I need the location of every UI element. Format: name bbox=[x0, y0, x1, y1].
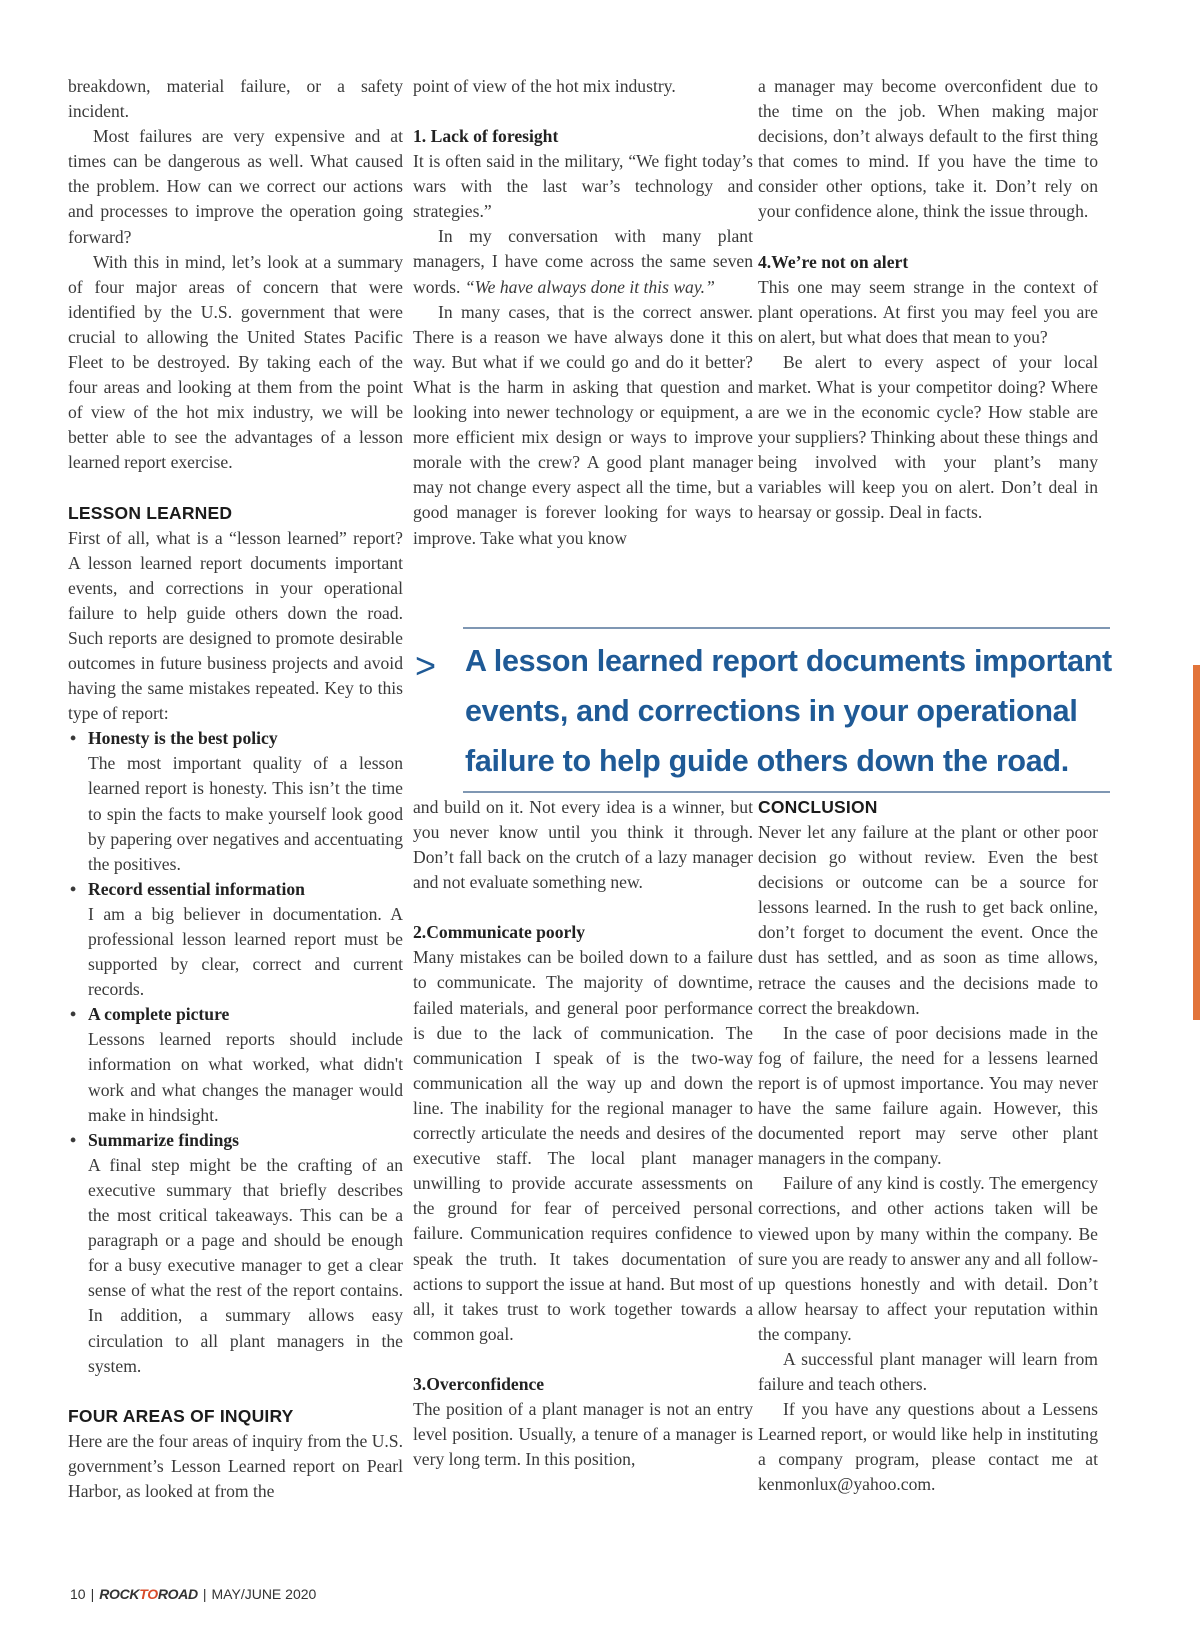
list-item bbox=[68, 726, 403, 877]
subheading-overconfidence: 3.Overconfidence bbox=[413, 1373, 545, 1394]
magazine-logo: ROCKTOROAD bbox=[99, 1586, 198, 1602]
paragraph: If you have any questions about a Lessens Learned report, or would like help in instituting a company program, please contact me at kenmonlux@yahoo.com. bbox=[758, 1399, 1098, 1495]
list-item bbox=[68, 877, 403, 1002]
column-1 bbox=[68, 74, 403, 1504]
bullet-icon: • bbox=[70, 878, 77, 899]
column-3-bottom bbox=[758, 795, 1098, 1498]
paragraph: This one may seem strange in the context of plant operations. At first you may feel you are on alert, but what does that mean to you? bbox=[758, 276, 1098, 347]
section-heading-lesson-learned: LESSON LEARNED bbox=[68, 502, 233, 523]
edge-accent-bar bbox=[1193, 665, 1200, 1020]
paragraph: breakdown, material failure, or a safety incident. bbox=[68, 76, 403, 122]
paragraph: In my conversation with many plant managers, I have come across the same seven words. “We have always done it this way.” bbox=[413, 226, 753, 297]
paragraph: With this in mind, let’s look at a summary of four major areas of concern that were identified by the U.S. government that were crucial to allowing the United States Pacific Fleet to be destroyed. By taking each of the four areas and looking at them from the point of view of the hot mix industry, we will be better able to see the advantages of a lesson learned report exercise. bbox=[68, 251, 403, 473]
paragraph: Be alert to every aspect of your local market. What is your competitor doing? Where are we in the economic cycle? How stable are your suppliers? Thinking about these things and being involved with your plant’s many variables will keep you on alert. Don’t deal in hearsay or gossip. Deal in facts. bbox=[758, 351, 1098, 523]
paragraph: point of view of the hot mix industry. bbox=[413, 76, 676, 96]
page-footer bbox=[70, 1586, 316, 1602]
list-item bbox=[68, 1128, 403, 1379]
bullet-icon: • bbox=[70, 1004, 77, 1025]
paragraph: The position of a plant manager is not an entry level position. Usually, a tenure of a manager is very long term. In this position, bbox=[413, 1398, 753, 1470]
subheading-communicate-poorly: 2.Communicate poorly bbox=[413, 922, 586, 943]
pull-quote-text: A lesson learned report documents important events, and corrections in your operational failure to help guide others down the road. bbox=[465, 644, 1112, 778]
bullet-icon: • bbox=[70, 728, 77, 749]
paragraph: Here are the four areas of inquiry from the U.S. government’s Lesson Learned report on Pearl Harbor, as looked at from the bbox=[68, 1430, 403, 1501]
issue-date: MAY/JUNE 2020 bbox=[211, 1586, 317, 1602]
paragraph: It is often said in the military, “We fight today’s wars with the last war’s technology and strategies.” bbox=[413, 151, 753, 222]
paragraph: First of all, what is a “lesson learned” report? A lesson learned report documents important events, and corrections in your operational failure to help guide others down the road. Such reports are designed to promote desirable outcomes in future business projects and avoid having the same mistakes repeated. Key to this type of report: bbox=[68, 527, 403, 724]
subheading-not-on-alert: 4.We’re not on alert bbox=[758, 251, 909, 272]
bullet-text: The most important quality of a lesson learned report is honesty. This isn’t the time to spin the facts to make yourself look good by papering over negatives and accentuating the positives. bbox=[88, 753, 403, 874]
paragraph: Never let any failure at the plant or other poor decision go without review. Even the best decisions or outcome can be a source for lessons learned. In the rush to get back online, don’t forget to document the event. Once the dust has settled, and as soon as time allows, retrace the causes and the decisions made to correct the breakdown. bbox=[758, 822, 1098, 1018]
subheading-lack-of-foresight: 1. Lack of foresight bbox=[413, 126, 559, 147]
column-2-bottom bbox=[413, 795, 753, 1472]
bullet-title: Summarize findings bbox=[88, 1129, 240, 1150]
paragraph: In the case of poor decisions made in the fog of failure, the need for a lessens learned report is of upmost importance. You may never have the same failure again. However, this documented report may serve other plant managers in the company. bbox=[758, 1022, 1098, 1169]
paragraph: Failure of any kind is costly. The emergency corrections, and other actions taken will be viewed upon by many within the company. Be sure you are ready to answer any and all follow-up questions honestly and with detail. Don’t allow hearsay to affect your reputation within the company. bbox=[758, 1173, 1098, 1344]
paragraph: A successful plant manager will learn from failure and teach others. bbox=[758, 1348, 1098, 1395]
paragraph: a manager may become overconfident due to the time on the job. When making major decisions, don’t always default to the first thing that comes to mind. If you have the time to consider other options, take it. Don’t rely on your confidence alone, think the issue through. bbox=[758, 76, 1098, 222]
bullet-text: Lessons learned reports should include information on what worked, what didn't work and what changes the manager would make in hindsight. bbox=[88, 1029, 403, 1125]
paragraph: Many mistakes can be boiled down to a failure to communicate. The majority of downtime, failed materials, and general poor performance is due to the lack of communication. The communication I speak of is the two-way communication all the way up and down the line. The inability for the regional manager to correctly articulate the needs and desires of the executive staff. The local plant manager unwilling to provide accurate assessments on the ground for fear of perceived personal failure. Communication requires confidence to speak the truth. It takes documentation of actions to support the issue at hand. But most of all, it takes trust to work together towards a common goal. bbox=[413, 947, 753, 1344]
paragraph: In many cases, that is the correct answer. There is a reason we have always done it this way. But what if we could go and do it better? What is the harm in asking that question and looking into newer technology or equipment, a more efficient mix design or ways to improve morale with the crew? A good plant manager may not change every aspect all the time, but a good manager is forever looking for ways to improve. Take what you know bbox=[413, 301, 753, 548]
list-item bbox=[68, 1002, 403, 1127]
paragraph: Most failures are very expensive and at times can be dangerous as well. What caused the problem. How can we correct our actions and processes to improve the operation going forward? bbox=[68, 126, 403, 247]
section-heading-four-areas: FOUR AREAS OF INQUIRY bbox=[68, 1405, 294, 1426]
column-2-top bbox=[413, 74, 753, 551]
pull-quote bbox=[415, 627, 1113, 793]
bullet-text: I am a big believer in documentation. A professional lesson learned report must be supported by clear, correct and current records. bbox=[88, 903, 403, 1000]
bullet-title: Record essential information bbox=[88, 878, 305, 899]
bullet-icon: • bbox=[70, 1129, 77, 1150]
bullet-title: A complete picture bbox=[88, 1004, 230, 1025]
separator: | bbox=[202, 1586, 207, 1602]
bullet-list bbox=[68, 726, 403, 1378]
divider bbox=[463, 791, 1110, 793]
page-number: 10 bbox=[70, 1586, 86, 1602]
bullet-text: A final step might be the crafting of an executive summary that briefly describes the most critical takeaways. This can be a paragraph or a page and should be enough for a busy executive manager to get a clear sense of what the rest of the report contains. In addition, a summary allows easy circulation to all plant managers in the system. bbox=[88, 1154, 403, 1376]
section-heading-conclusion: CONCLUSION bbox=[758, 797, 878, 817]
chevron-right-icon: > bbox=[415, 645, 437, 686]
bullet-title: Honesty is the best policy bbox=[88, 728, 278, 749]
column-3-top bbox=[758, 74, 1098, 526]
paragraph: and build on it. Not every idea is a winner, but you never know until you think it through. Don’t fall back on the crutch of a lazy manager and not evaluate something new. bbox=[413, 797, 753, 893]
separator: | bbox=[90, 1586, 95, 1602]
divider bbox=[463, 627, 1110, 629]
